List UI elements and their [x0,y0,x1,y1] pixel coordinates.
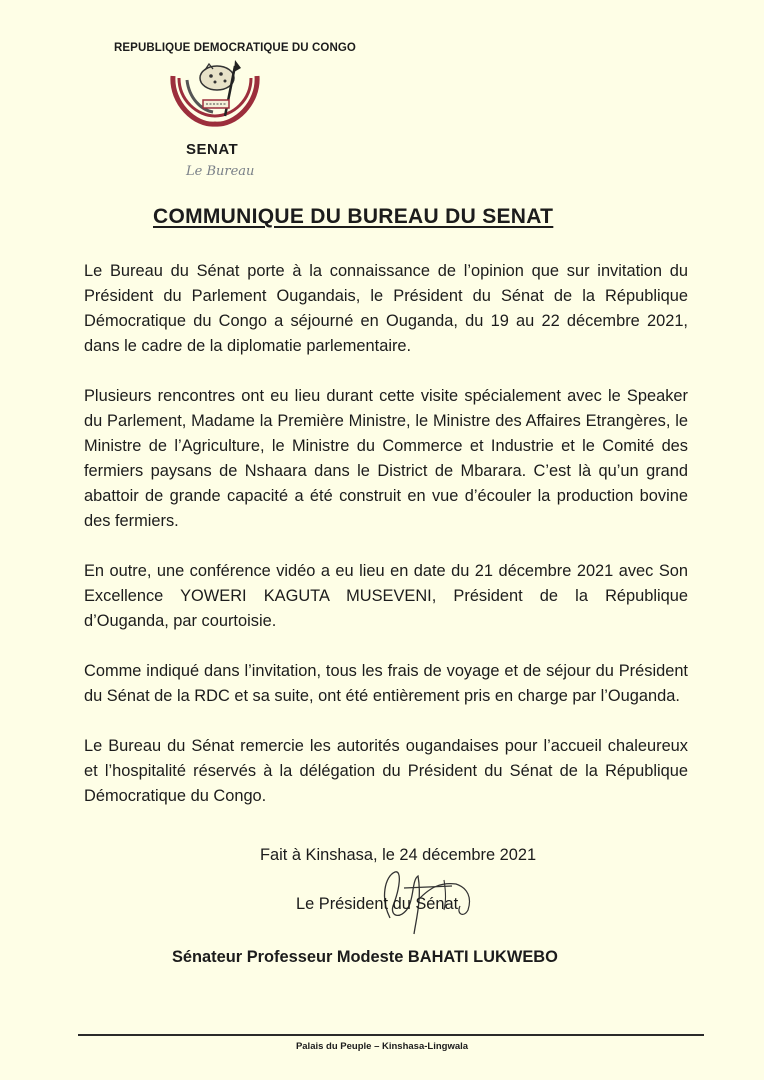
document-title: COMMUNIQUE DU BUREAU DU SENAT [153,205,554,228]
paragraph-4: Comme indiqué dans l’invitation, tous les frais de voyage et de séjour du Président du Sénat de la RDC et sa suite, ont été entièrement pris en charge par l’Ouganda. [84,662,688,705]
signatory-name: Sénateur Professeur Modeste BAHATI LUKWEBO [172,948,558,966]
signatory-role: Le Président du Sénat [296,895,459,913]
institution-name: SENAT [186,141,239,158]
paragraph-1: Le Bureau du Sénat porte à la connaissance de l’opinion que sur invitation du Président du Parlement Ougandais, le Président du Sénat de la République Démocratique du Congo a séjourné en Ouganda, du 19 au 22 décembre 2021, dans le cadre de la diplomatie parlementaire. [84,262,688,355]
coat-of-arms-emblem-icon [165,58,265,130]
paragraph-5: Le Bureau du Sénat remercie les autorités ougandaises pour l’accueil chaleureux et l’hospitalité réservés à la délégation du Président du Sénat de la République Démocratique du Congo. [84,737,688,805]
paragraph-2: Plusieurs rencontres ont eu lieu durant cette visite spécialement avec le Speaker du Parlement, Madame la Première Ministre, le Ministre des Affaires Etrangères, le Ministre de l’Agriculture, le Ministre du Commerce et Industrie et le Comité des fermiers paysans de Nshaara dans le District de Mbarara. C’est là qu’un grand abattoir de grande capacité a été construit en vue d’écouler la production bovine des fermiers. [84,387,688,530]
bureau-subtitle: Le Bureau [186,164,255,179]
country-heading: REPUBLIQUE DEMOCRATIQUE DU CONGO [114,42,356,54]
footer-address: Palais du Peuple – Kinshasa-Lingwala [295,1041,469,1052]
paragraph-3: En outre, une conférence vidéo a eu lieu en date du 21 décembre 2021 avec Son Excellence YOWERI KAGUTA MUSEVENI, Président de la République d’Ouganda, par courtoisie. [84,562,688,630]
footer-divider [78,1034,704,1036]
place-and-date: Fait à Kinshasa, le 24 décembre 2021 [260,846,537,864]
document-body [84,259,688,834]
